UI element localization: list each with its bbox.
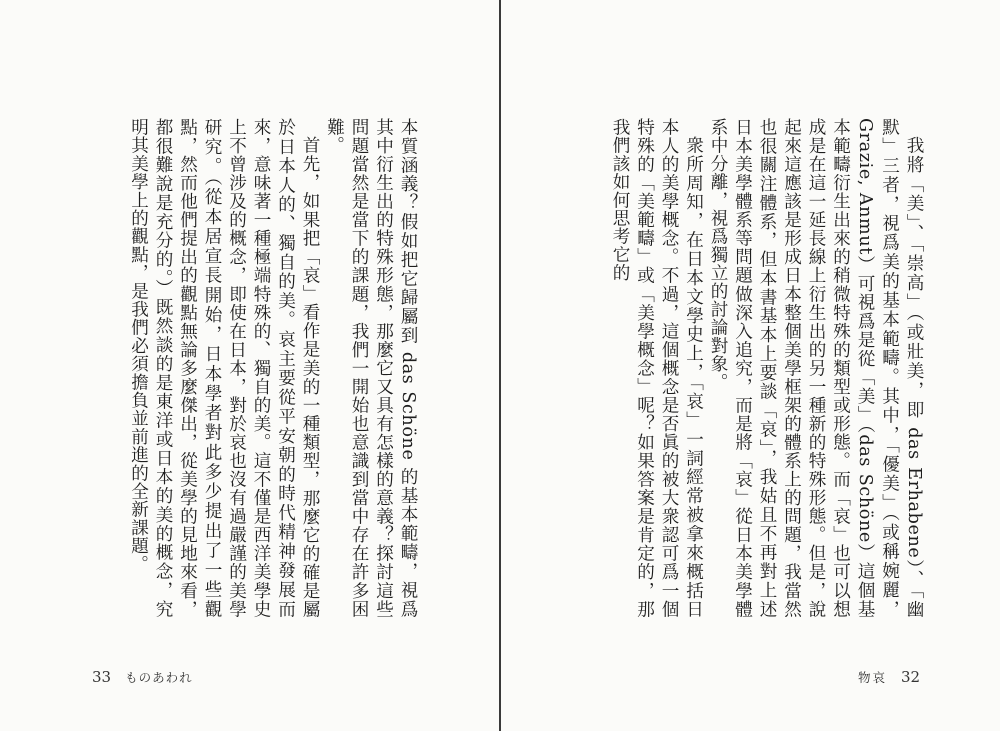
running-title: ものあわれ [125,670,193,685]
paragraph: 我將「美」、「崇高」（或壯美，即 das Erhabene）、「幽默」三者，視爲美的基本範疇。其中，「優美」（或稱婉麗，Grazie, Anmut）可視爲是從「美」（das Schöne）這個基本範疇衍生出來的稍微特殊的類型或形態。而「哀」也可以想成是在這一延長線上衍生出的另一種新的特殊形態。但是，說起來這應該是形成日本整個美學框架的體系上的問題，我當然也很關注體系，但本書基本上要談「哀」，我姑且不再對上述日本美學體系等問題做深入追究，而是將「哀」從日本美學體系中分離，視爲獨立的討論對象。 [708,118,924,618]
right-page-text [604,118,926,618]
page-number: 33 [92,668,112,686]
left-page [0,0,499,731]
paragraph: 本質涵義？假如把它歸屬到 das Schöne 的基本範疇，視爲其中衍生出的特殊形態，那麼它又具有怎樣的意義？探討這些問題當然是當下的課題，我們一開始也意識到當中存在許多困難。 [324,118,418,618]
running-title: 物哀 [858,670,888,685]
left-page-footer [92,668,193,686]
right-page [501,0,1000,731]
paragraph: 衆所周知，在日本文學史上，「哀」一詞經常被拿來概括日本人的美學概念。不過，這個概念是否眞的被大衆認可爲一個特殊的「美範疇」或「美學概念」呢？如果答案是肯定的，那我們該如何思考它的 [610,118,704,618]
right-page-footer [858,668,920,686]
page-number: 32 [901,668,921,686]
left-page-text [112,118,420,618]
paragraph: 首先，如果把「哀」看作是美的一種類型，那麼它的確是屬於日本人的、獨自的美。哀主要從平安朝的時代精神發展而來，意味著一種極端特殊的、獨自的美。這不僅是西洋美學史上不曾涉及的概念，即使在日本，對於哀也沒有過嚴謹的美學研究。（從本居宣長開始，日本學者對此多少提出了一些觀點，然而他們提出的觀點無論多麼傑出，從美學的見地來看，都很難說是充分的。）既然談的是東洋或日本的美的概念，究明其美學上的觀點，是我們必須擔負並前進的全新課題。 [128,118,320,618]
